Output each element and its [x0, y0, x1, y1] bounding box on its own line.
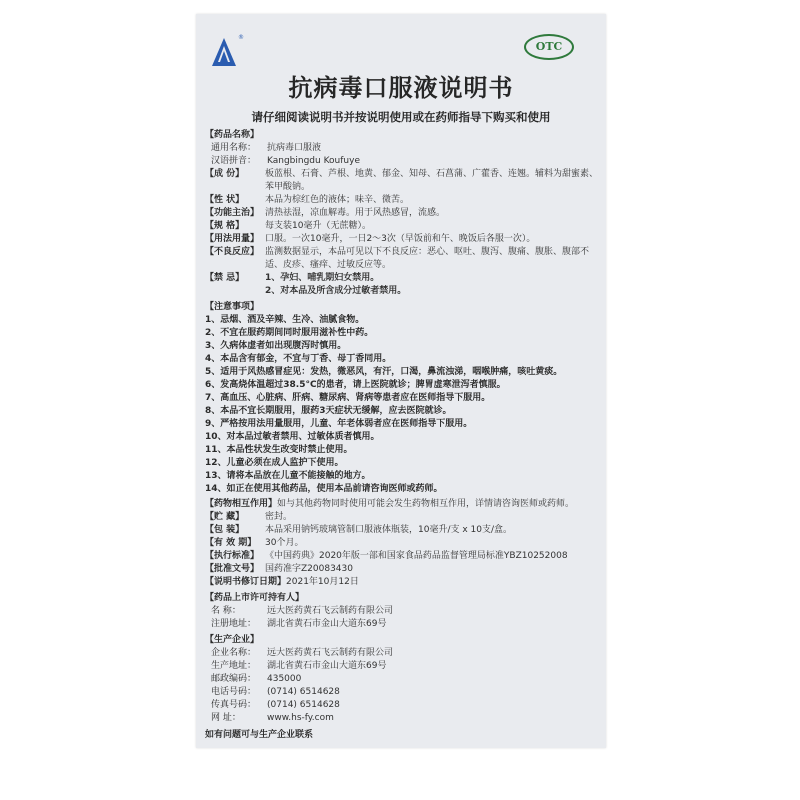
interaction-row	[205, 498, 603, 511]
precaution-item: 5、适用于风热感冒症见：发热，微恶风，有汗，口渴，鼻流浊涕，咽喉肿痛，咳吐黄痰。	[205, 367, 563, 377]
precaution-item: 14、如正在使用其他药品，使用本品前请咨询医师或药师。	[205, 484, 443, 494]
spec-row	[205, 220, 603, 233]
revision-date-value: 2021年10月12日	[286, 577, 359, 587]
phone-row	[205, 686, 603, 699]
contact-footer: 如有问题可与生产企业联系	[205, 730, 314, 740]
manufacturer-heading: 【生产企业】	[205, 635, 260, 645]
contraindications-label: 【禁 忌】	[205, 273, 245, 283]
precaution-item: 10、对本品过敏者禁用、过敏体质者慎用。	[205, 432, 380, 442]
precaution-item: 2、不宜在服药期间同时服用滋补性中药。	[205, 328, 374, 338]
precaution-item: 13、请将本品放在儿童不能接触的地方。	[205, 471, 371, 481]
approval-row	[205, 563, 603, 576]
adverse-value: 监测数据显示，本品可见以下不良反应：恶心、呕吐、腹泻、腹痛、腹胀、腹部不适、皮疹、瘙痒、过敏反应等。	[265, 247, 590, 270]
properties-label: 【性 状】	[205, 195, 245, 205]
otc-badge: OTC	[524, 34, 574, 60]
revision-date-row	[205, 576, 603, 589]
validity-label: 【有 效 期】	[205, 538, 257, 548]
precautions-list	[205, 314, 603, 496]
interaction-label: 【药物相互作用】	[205, 499, 278, 509]
function-label: 【功能主治】	[205, 208, 260, 218]
package-value: 本品采用钠钙玻璃管制口服液体瓶装，10毫升/支 x 10支/盒。	[265, 525, 513, 535]
holder-name-row	[205, 605, 603, 618]
fax-label: 传真号码：	[211, 700, 257, 710]
holder-heading: 【药品上市许可持有人】	[205, 593, 305, 603]
validity-row	[205, 537, 603, 550]
function-row	[205, 207, 603, 220]
holder-address-value: 湖北省黄石市金山大道东69号	[267, 619, 387, 629]
precaution-item: 7、高血压、心脏病、肝病、糖尿病、肾病等患者应在医师指导下服用。	[205, 393, 491, 403]
approval-value: 国药准字Z20083430	[265, 564, 353, 574]
package-label: 【包 装】	[205, 525, 245, 535]
precaution-item: 12、儿童必须在成人监护下使用。	[205, 458, 344, 468]
precaution-item: 11、本品性状发生改变时禁止使用。	[205, 445, 353, 455]
company-label: 企业名称：	[211, 648, 257, 658]
company-value: 远大医药黄石飞云制药有限公司	[267, 648, 394, 658]
properties-value: 本品为棕红色的液体；味辛、微苦。	[265, 195, 410, 205]
production-address-row	[205, 660, 603, 673]
production-address-value: 湖北省黄石市金山大道东69号	[267, 661, 387, 671]
precautions-heading: 【注意事项】	[205, 302, 260, 312]
fax-row	[205, 699, 603, 712]
contraindication-1: 1、孕妇、哺乳期妇女禁用。	[265, 273, 380, 283]
ingredients-value: 板蓝根、石膏、芦根、地黄、郁金、知母、石菖蒲、广藿香、连翘。辅料为甜蜜素、苯甲酸钠。	[265, 169, 599, 192]
leaflet-sheet	[196, 14, 606, 748]
precaution-item: 9、严格按用法用量服用，儿童、年老体弱者应在医师指导下服用。	[205, 419, 473, 429]
storage-value: 密封。	[265, 512, 293, 522]
contraindications-row	[205, 272, 603, 298]
usage-row	[205, 233, 603, 246]
precaution-item: 8、本品不宜长期服用，服药3天症状无缓解，应去医院就诊。	[205, 406, 452, 416]
adverse-label: 【不良反应】	[205, 247, 260, 257]
phone-value: (0714) 6514628	[267, 687, 340, 697]
pinyin-value: Kangbingdu Koufuye	[267, 156, 360, 166]
leaflet-body	[205, 129, 603, 742]
drug-name-heading: 【药品名称】	[205, 130, 260, 140]
precaution-item: 3、久病体虚者如出现腹泻时慎用。	[205, 341, 347, 351]
fax-value: (0714) 6514628	[267, 700, 340, 710]
spec-value: 每支装10毫升（无蔗糖）。	[265, 221, 371, 231]
contraindication-2: 2、对本品及所含成分过敏者禁用。	[265, 286, 407, 296]
approval-label: 【批准文号】	[205, 564, 260, 574]
common-name-row	[205, 142, 603, 155]
postcode-row	[205, 673, 603, 686]
pinyin-label: 汉语拼音：	[211, 156, 257, 166]
company-logo-icon	[210, 36, 238, 68]
company-row	[205, 647, 603, 660]
storage-label: 【贮 藏】	[205, 512, 245, 522]
website-row	[205, 712, 603, 725]
website-label: 网 址：	[211, 713, 241, 723]
revision-date-label: 【说明书修订日期】	[205, 577, 287, 587]
ingredients-label: 【成 份】	[205, 169, 245, 179]
holder-address-row	[205, 618, 603, 631]
usage-value: 口服。一次10毫升，一日2～3次（早饭前和午、晚饭后各服一次）。	[265, 234, 536, 244]
interaction-value: 如与其他药物同时使用可能会发生药物相互作用，详情请咨询医师或药师。	[277, 499, 575, 509]
validity-value: 30个月。	[265, 538, 304, 548]
website-value: www.hs-fy.com	[267, 713, 334, 723]
ingredients-row	[205, 168, 603, 194]
registered-mark: ®	[238, 34, 244, 41]
precaution-item: 6、发高烧体温超过38.5°C的患者，请上医院就诊；脾胃虚寒泄泻者慎服。	[205, 380, 506, 390]
holder-name-value: 远大医药黄石飞云制药有限公司	[267, 606, 394, 616]
precaution-item: 4、本品含有郁金，不宜与丁香、母丁香同用。	[205, 354, 392, 364]
holder-name-label: 名 称：	[211, 606, 241, 616]
precaution-item: 1、忌烟、酒及辛辣、生冷、油腻食物。	[205, 315, 365, 325]
package-row	[205, 524, 603, 537]
adverse-row	[205, 246, 603, 272]
usage-label: 【用法用量】	[205, 234, 260, 244]
properties-row	[205, 194, 603, 207]
postcode-value: 435000	[267, 674, 302, 684]
postcode-label: 邮政编码：	[211, 674, 257, 684]
reading-instruction: 请仔细阅读说明书并按说明使用或在药师指导下购买和使用	[251, 110, 551, 124]
common-name-label: 通用名称：	[211, 143, 257, 153]
page-title: 抗病毒口服液说明书	[288, 74, 514, 102]
contraindications-value	[265, 272, 603, 298]
spec-label: 【规 格】	[205, 221, 245, 231]
standard-label: 【执行标准】	[205, 551, 260, 561]
production-address-label: 生产地址：	[211, 661, 257, 671]
pinyin-row	[205, 155, 603, 168]
holder-address-label: 注册地址：	[211, 619, 257, 629]
storage-row	[205, 511, 603, 524]
phone-label: 电话号码：	[211, 687, 257, 697]
standard-row	[205, 550, 603, 563]
common-name-value: 抗病毒口服液	[267, 143, 322, 153]
standard-value: 《中国药典》2020年版一部和国家食品药品监督管理局标准YBZ10252008	[265, 551, 568, 561]
function-value: 清热祛湿，凉血解毒。用于风热感冒，流感。	[265, 208, 446, 218]
